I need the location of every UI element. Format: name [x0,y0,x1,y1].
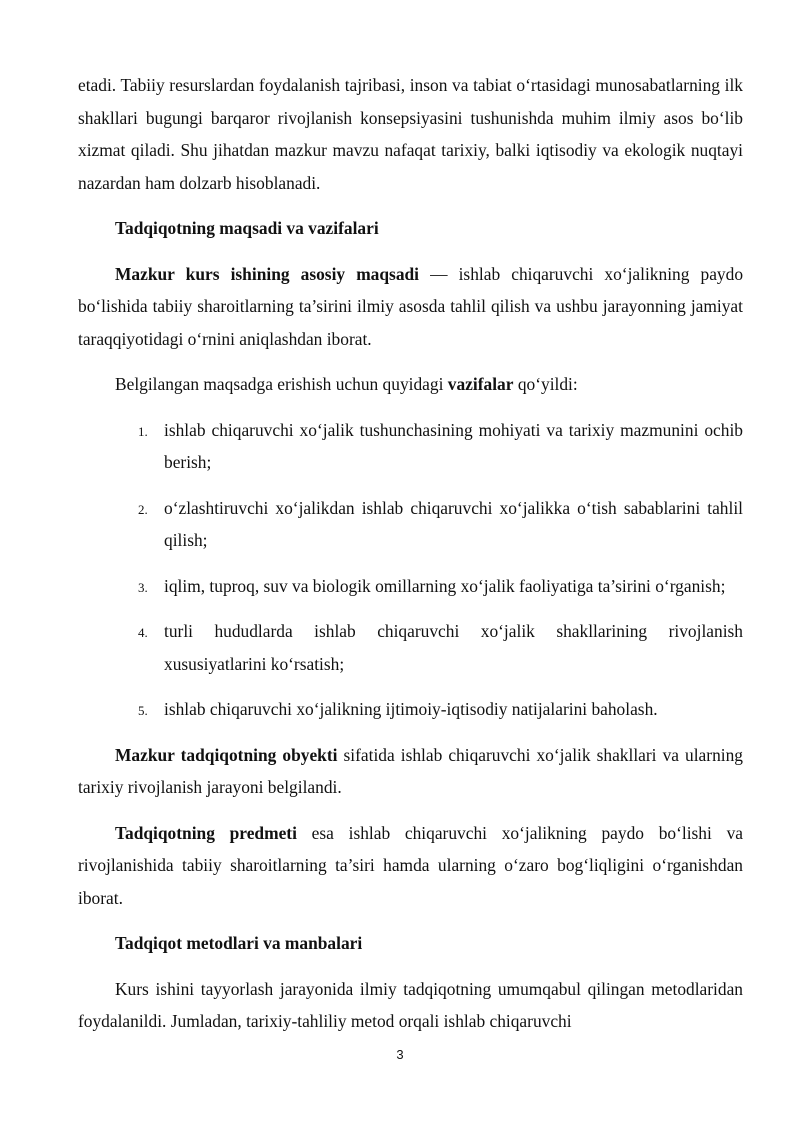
list-item [78,693,743,726]
heading-goals: Tadqiqotning maqsadi va vazifalari [115,218,379,238]
intro-paragraph: etadi. Tabiiy resurslardan foydalanish tajribasi, inson va tabiat o‘rtasidagi munosabatlarning ilk shakllari bugungi barqaror rivojlanish konsepsiyasini tushunishda muhim ilmiy asos bo‘lib xizmat qiladi. Shu jihatdan mazkur mavzu nafaqat tarixiy, balki iqtisodiy va ekologik nuqtayi nazardan ham dolzarb hisoblanadi. [78,75,743,193]
list-item-text: ishlab chiqaruvchi xo‘jalikning ijtimoiy-iqtisodiy natijalarini baholash. [164,699,658,719]
subject-paragraph [78,817,743,915]
goal-paragraph [78,258,743,356]
list-item-text: o‘zlashtiruvchi xo‘jalikdan ishlab chiqaruvchi xo‘jalikka o‘tish sabablarini tahlil qilish; [164,497,743,550]
list-item-text: turli hududlarda ishlab chiqaruvchi xo‘jalik shakllarining rivojlanish xususiyatlarini ko‘rsatish; [164,621,743,674]
list-item-number: 4. [138,625,148,640]
methods-paragraph: Kurs ishini tayyorlash jarayonida ilmiy tadqiqotning umumqabul qilingan metodlaridan foydalanildi. Jumladan, tarixiy-tahliliy metod orqali ishlab chiqaruvchi [78,978,743,1031]
subject-bold-phrase: Tadqiqotning predmeti [115,822,297,843]
goal-bold-phrase: Mazkur kurs ishining asosiy maqsadi [115,263,420,284]
tasks-intro-paragraph [78,368,743,401]
list-item-number: 1. [138,423,148,439]
tasks-intro-bold: vazifalar [447,374,514,394]
list-item-text: iqlim, tuproq, suv va biologik omillarning xo‘jalik faoliyatiga ta’sirini o‘rganish; [164,575,726,596]
page-number: 3 [396,1047,404,1062]
list-item-number: 3. [138,579,148,595]
list-item [78,414,743,479]
goal-text: — ishlab chiqaruvchi xo‘jalikning paydo bo‘lishida tabiiy sharoitlarning ta’sirini ilmiy asosda tahlil qilish va ushbu jarayonning jamiyat taraqqiyotidagi o‘rnini aniqlashdan iborat. [78,263,744,349]
list-item [78,492,743,557]
list-item-number: 2. [138,501,148,517]
list-item-number: 5. [138,703,148,718]
list-item-text: ishlab chiqaruvchi xo‘jalik tushunchasining mohiyati va tarixiy mazmunini ochib berish; [164,419,743,472]
page-content [78,69,743,1038]
list-item [78,570,743,603]
object-text: sifatida ishlab chiqaruvchi xo‘jalik shakllari va ularning tarixiy rivojlanish jarayoni belgilandi. [78,744,743,797]
tasks-intro-text-b: qo‘yildi: [513,374,578,394]
subject-text: esa ishlab chiqaruvchi xo‘jalikning paydo bo‘lishi va rivojlanishida tabiiy sharoitlarning ta’siri hamda ularning o‘zaro bog‘liqligini o‘rganishdan iborat. [78,822,743,908]
object-paragraph [78,739,743,804]
heading-methods: Tadqiqot metodlari va manbalari [115,933,363,953]
tasks-list [78,414,743,726]
object-bold-phrase: Mazkur tadqiqotning obyekti [115,744,338,765]
tasks-intro-text-a: Belgilangan maqsadga erishish uchun quyidagi [115,374,448,394]
list-item [78,615,743,680]
